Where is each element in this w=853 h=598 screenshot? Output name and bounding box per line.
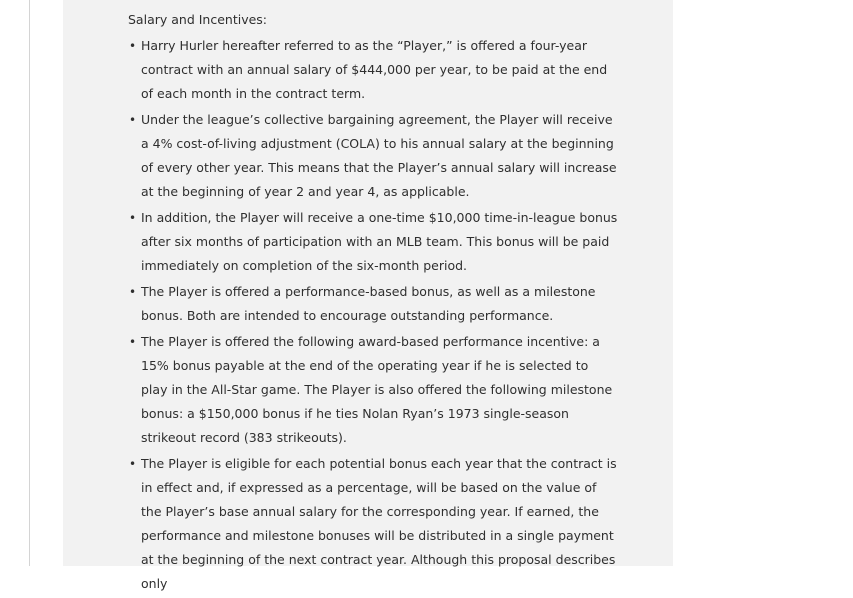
bullet-icon: • (129, 39, 137, 53)
bullet-icon: • (129, 211, 137, 225)
list-item-text: Harry Hurler hereafter referred to as the “Player,” is offered a four-year contract with an annual salary of $444,000 per year, to be paid at the end of each month in the contract term. (141, 38, 608, 101)
document-content (128, 8, 618, 598)
list-item-text: The Player is eligible for each potential bonus each year that the contract is in effect and, if expressed as a percentage, will be based on the value of the Player’s base annual salary for the corresponding year. If earned, the performance and milestone bonuses will be distributed in a single payment at the beginning of the next contract year. Although this proposal describes only (141, 456, 617, 591)
bullet-icon: • (129, 113, 137, 127)
list-item (128, 108, 618, 204)
document-panel (63, 0, 673, 591)
bullet-icon: • (129, 335, 137, 349)
list-item-text: Under the league’s collective bargaining agreement, the Player will receive a 4% cost-of-living adjustment (COLA) to his annual salary at the beginning of every other year. This means that the Player’s annual salary will increase at the beginning of year 2 and year 4, as applicable. (141, 112, 617, 199)
list-item (128, 330, 618, 450)
list-item-text: The Player is offered the following award-based performance incentive: a 15% bonus payable at the end of the operating year if he is selected to play in the All-Star game. The Player is also offered the following milestone bonus: a $150,000 bonus if he ties Nolan Ryan’s 1973 single-season strikeout record (383 strikeouts). (141, 334, 613, 445)
bullet-icon: • (129, 457, 137, 471)
bullet-list (128, 34, 618, 596)
section-heading: Salary and Incentives: (128, 12, 268, 27)
list-item (128, 34, 618, 106)
list-item (128, 206, 618, 278)
left-border-line (29, 0, 30, 566)
list-item-text: In addition, the Player will receive a one-time $10,000 time-in-league bonus after six months of participation with an MLB team. This bonus will be paid immediately on completion of the six-month period. (141, 210, 618, 273)
bullet-icon: • (129, 285, 137, 299)
list-item (128, 452, 618, 596)
list-item (128, 280, 618, 328)
list-item-text: The Player is offered a performance-based bonus, as well as a milestone bonus. Both are intended to encourage outstanding performance. (141, 284, 596, 323)
